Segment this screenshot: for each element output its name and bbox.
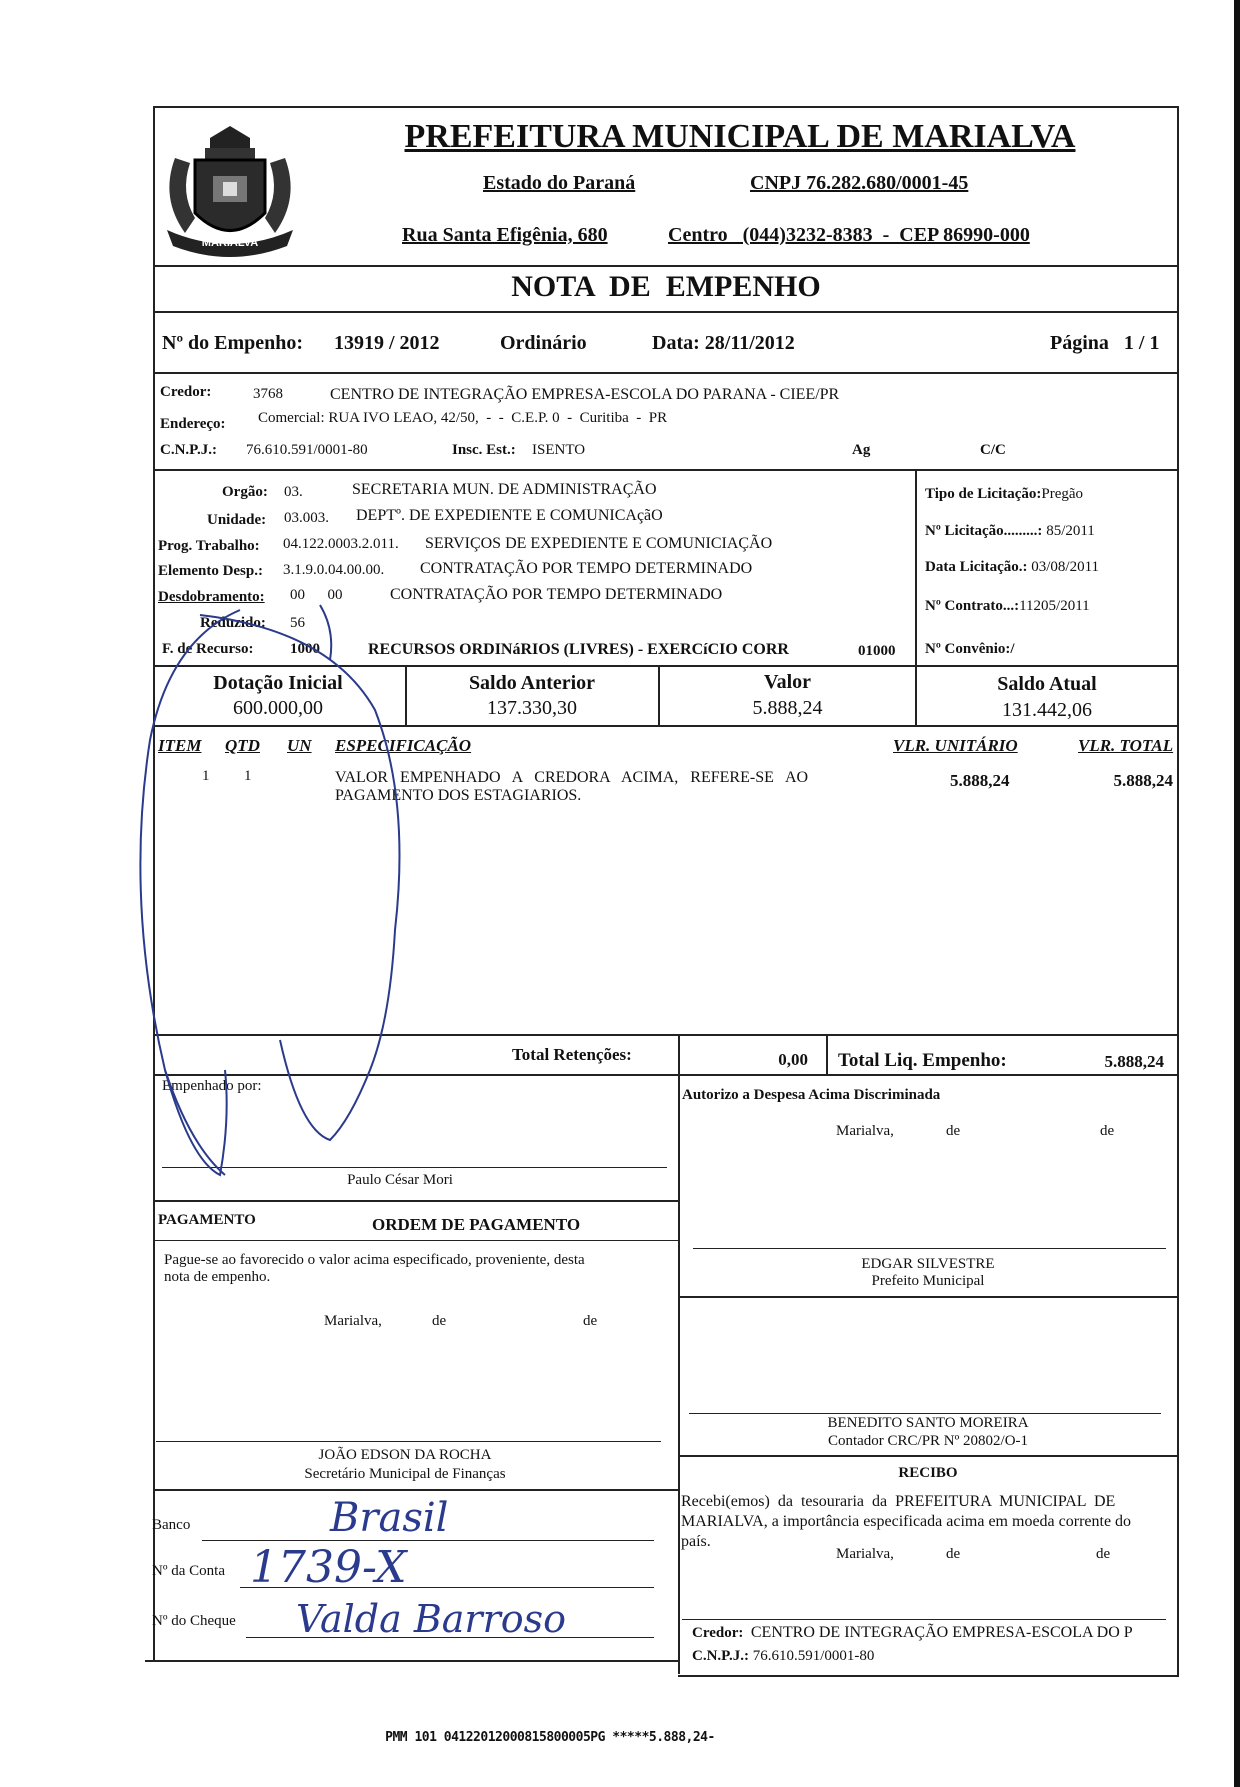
- saldo-atual-label: Saldo Atual: [997, 673, 1097, 695]
- recibo-text-line1: Recebi(emos) da tesouraria da PREFEITURA MUNICIPAL DE: [681, 1493, 1116, 1510]
- border-bottom-right: [678, 1675, 1179, 1677]
- dotacao-label: Dotação Inicial: [213, 672, 343, 694]
- creditor-cc-label: C/C: [980, 442, 1006, 458]
- elemento-name: CONTRATAÇÃO POR TEMPO DETERMINADO: [420, 560, 753, 577]
- recibo-de-2: de: [1096, 1546, 1111, 1562]
- empenho-type: Ordinário: [500, 332, 587, 354]
- divider: [153, 1200, 678, 1202]
- pagamento-label: PAGAMENTO: [158, 1212, 256, 1228]
- licitacao-type-value: Pregão: [1041, 486, 1084, 502]
- border-bottom-left: [145, 1660, 678, 1662]
- recibo-de-1: de: [946, 1546, 961, 1562]
- total-retencoes-value: 0,00: [778, 1050, 808, 1069]
- licitacao-date-label: Data Licitação.:: [925, 559, 1028, 575]
- licitacao-number-value: 85/2011: [1046, 523, 1095, 539]
- items-header-total: VLR. TOTAL: [1078, 736, 1174, 755]
- saldo-anterior-value: 137.330,30: [487, 697, 577, 719]
- valor-label: Valor: [763, 671, 812, 693]
- creditor-cnpj-label: C.N.P.J.:: [160, 442, 217, 458]
- saldo-anterior-label: Saldo Anterior: [468, 672, 596, 694]
- signature-line: [156, 1441, 661, 1442]
- autorizo-signer: EDGAR SILVESTRE: [861, 1256, 995, 1272]
- recibo-label: RECIBO: [898, 1465, 958, 1481]
- empenhado-label: Empenhado por:: [162, 1078, 262, 1094]
- unidade-name: DEPTº. DE EXPEDIENTE E COMUNICAçãO: [356, 507, 663, 524]
- divider: [153, 372, 1179, 374]
- signature-line: [689, 1413, 1161, 1414]
- divider: [678, 1074, 680, 1674]
- pagamento-de-1: de: [432, 1313, 447, 1329]
- saldo-atual-value: 131.442,06: [1002, 699, 1092, 721]
- desdobramento-name: CONTRATAÇÃO POR TEMPO DETERMINADO: [390, 586, 723, 603]
- valor-value: 5.888,24: [752, 697, 823, 719]
- cheque-label: Nº do Cheque: [152, 1613, 236, 1629]
- row-unit-value: 5.888,24: [950, 771, 1010, 790]
- divider: [153, 311, 1179, 313]
- footer-code: PMM 101 04122012000815800005PG *****5.888,24-: [385, 1730, 715, 1745]
- empenho-number: 13919 / 2012: [334, 332, 440, 354]
- orgao-code: 03.: [284, 484, 303, 500]
- divider: [153, 469, 1179, 471]
- banco-handwritten-value: Brasil: [330, 1495, 449, 1541]
- cheque-handwritten-value: Valda Barroso: [296, 1597, 566, 1641]
- creditor-code: 3768: [253, 386, 283, 402]
- items-header-un: UN: [287, 736, 312, 755]
- empenhado-signer: Paulo César Mori: [347, 1172, 453, 1188]
- row-spec-line2: PAGAMENTO DOS ESTAGIARIOS.: [335, 787, 582, 804]
- recibo-place: Marialva,: [836, 1546, 894, 1562]
- desdobramento-label: Desdobramento:: [158, 589, 265, 605]
- conta-handwritten-value: 1739-X: [250, 1542, 407, 1593]
- pagamento-signer-role: Secretário Municipal de Finanças: [304, 1466, 506, 1482]
- ordem-pagamento-label: ORDEM DE PAGAMENTO: [372, 1215, 581, 1234]
- pagamento-signer: JOÃO EDSON DA ROCHA: [318, 1447, 492, 1463]
- autorizo-signer-role: Prefeito Municipal: [871, 1273, 985, 1289]
- row-qtd: 1: [244, 768, 252, 784]
- address-label: Rua Santa Efigênia, 680: [402, 224, 608, 246]
- autorizo-de-1: de: [946, 1123, 961, 1139]
- prog-trabalho-code: 04.122.0003.2.011.: [283, 536, 399, 552]
- border-top: [153, 106, 1179, 108]
- creditor-ag-label: Ag: [852, 442, 871, 458]
- recurso-number: 01000: [858, 643, 896, 659]
- recibo-cnpj: [692, 1648, 874, 1665]
- recurso-label: F. de Recurso:: [162, 641, 254, 657]
- creditor-address-label: Endereço:: [160, 416, 226, 432]
- contrato: [925, 598, 1090, 615]
- row-item: 1: [202, 768, 210, 784]
- reduzido-label: Reduzido:: [200, 615, 266, 631]
- pagamento-place: Marialva,: [324, 1313, 382, 1329]
- autorizo-de-2: de: [1100, 1123, 1115, 1139]
- recibo-credor-label: Credor:: [692, 1625, 744, 1641]
- items-header-item: ITEM: [158, 736, 202, 755]
- divider: [678, 1455, 1179, 1457]
- recibo-text-line2: MARIALVA, a importância especificada acima em moeda corrente do: [681, 1513, 1132, 1530]
- empenhado-signature-icon: [130, 600, 490, 1200]
- cnpj-label: CNPJ 76.282.680/0001-45: [750, 172, 969, 194]
- creditor-insc-label: Insc. Est.:: [452, 442, 516, 458]
- orgao-name: SECRETARIA MUN. DE ADMINISTRAÇÃO: [352, 481, 657, 498]
- row-total-value: 5.888,24: [1113, 771, 1173, 790]
- state-label: Estado do Paraná: [483, 172, 636, 194]
- empenho-date: Data: 28/11/2012: [652, 332, 795, 354]
- creditor-label: Credor:: [160, 384, 212, 400]
- convenio-label: Nº Convênio:/: [925, 641, 1015, 657]
- dotacao-value: 600.000,00: [233, 697, 323, 719]
- items-header-spec: ESPECIFICAÇÃO: [335, 736, 472, 755]
- creditor-name: CENTRO DE INTEGRAÇÃO EMPRESA-ESCOLA DO PARANA - CIEE/PR: [330, 386, 840, 403]
- elemento-code: 3.1.9.0.04.00.00.: [283, 562, 385, 578]
- page-number: Página 1 / 1: [1050, 332, 1160, 354]
- page-title: PREFEITURA MUNICIPAL DE MARIALVA: [404, 118, 1076, 155]
- contrato-label: Nº Contrato...:: [925, 598, 1020, 614]
- licitacao-type-label: Tipo de Licitação:: [925, 486, 1042, 502]
- prog-trabalho-name: SERVIÇOS DE EXPEDIENTE E COMUNICIAÇÃO: [425, 535, 773, 552]
- recibo-cnpj-label: C.N.P.J.:: [692, 1648, 749, 1664]
- pagamento-de-2: de: [583, 1313, 598, 1329]
- divider: [826, 1034, 828, 1074]
- banco-label: Banco: [152, 1517, 191, 1533]
- prog-trabalho-label: Prog. Trabalho:: [158, 538, 260, 554]
- divider: [153, 1240, 678, 1241]
- recibo-cnpj-value: 76.610.591/0001-80: [752, 1648, 875, 1664]
- pagamento-text-line2: nota de empenho.: [164, 1269, 271, 1285]
- unidade-code: 03.003.: [284, 510, 329, 526]
- elemento-label: Elemento Desp.:: [158, 563, 263, 579]
- creditor-cnpj: 76.610.591/0001-80: [246, 442, 368, 458]
- district-phone-label: Centro (044)3232-8383 - CEP 86990-000: [668, 224, 1030, 246]
- licitacao-date-value: 03/08/2011: [1031, 559, 1100, 575]
- autorizo-label: Autorizo a Despesa Acima Discriminada: [682, 1087, 941, 1103]
- divider: [153, 1489, 678, 1491]
- total-retencoes-label: Total Retenções:: [512, 1045, 632, 1064]
- creditor-address: Comercial: RUA IVO LEAO, 42/50, - - C.E.P. 0 - Curitiba - PR: [258, 410, 668, 426]
- divider: [678, 1296, 1179, 1298]
- contrato-value: 11205/2011: [1019, 598, 1090, 614]
- reduzido-value: 56: [290, 615, 305, 631]
- conta-label: Nº da Conta: [152, 1563, 225, 1579]
- signature-line: [693, 1248, 1166, 1249]
- contador-signer: BENEDITO SANTO MOREIRA: [827, 1415, 1029, 1431]
- autorizo-place: Marialva,: [836, 1123, 894, 1139]
- municipal-crest-icon: [155, 118, 305, 268]
- recurso-name: RECURSOS ORDINáRIOS (LIVRES) - EXERCíCIO CORR: [368, 641, 789, 658]
- contador-signer-role: Contador CRC/PR Nº 20802/O-1: [827, 1433, 1029, 1449]
- total-liquido-value: 5.888,24: [1104, 1052, 1164, 1071]
- licitacao-number-label: Nº Licitação.........:: [925, 523, 1043, 539]
- total-liquido-label: Total Liq. Empenho:: [838, 1050, 1007, 1071]
- row-spec-line1: VALOR EMPENHADO A CREDORA ACIMA, REFERE-SE AO: [335, 769, 809, 786]
- licitacao-date: [925, 559, 1099, 576]
- orgao-label: Orgão:: [222, 484, 268, 500]
- empenho-number-label: Nº do Empenho:: [162, 332, 304, 354]
- signature-line: [682, 1619, 1166, 1620]
- licitacao-type: [925, 486, 1083, 503]
- unidade-label: Unidade:: [207, 512, 267, 528]
- divider: [153, 265, 1179, 267]
- recibo-text-line3: país.: [681, 1533, 711, 1550]
- desdobramento-code: 00 00: [290, 587, 343, 603]
- licitacao-number: [925, 523, 1095, 540]
- items-header-unit: VLR. UNITÁRIO: [893, 736, 1018, 755]
- creditor-insc: ISENTO: [532, 442, 586, 458]
- document-title: NOTA DE EMPENHO: [511, 270, 821, 303]
- recurso-code: 1000: [290, 641, 320, 657]
- divider: [678, 1034, 680, 1074]
- crest-ribbon-text: MARIALVA: [201, 237, 259, 249]
- pagamento-text-line1: Pague-se ao favorecido o valor acima especificado, proveniente, desta: [164, 1252, 585, 1268]
- recibo-credor-name: CENTRO DE INTEGRAÇÃO EMPRESA-ESCOLA DO P: [750, 1624, 1133, 1641]
- recibo-credor: [692, 1624, 1133, 1642]
- items-header-qtd: QTD: [225, 736, 260, 755]
- scan-edge: [1234, 0, 1240, 1787]
